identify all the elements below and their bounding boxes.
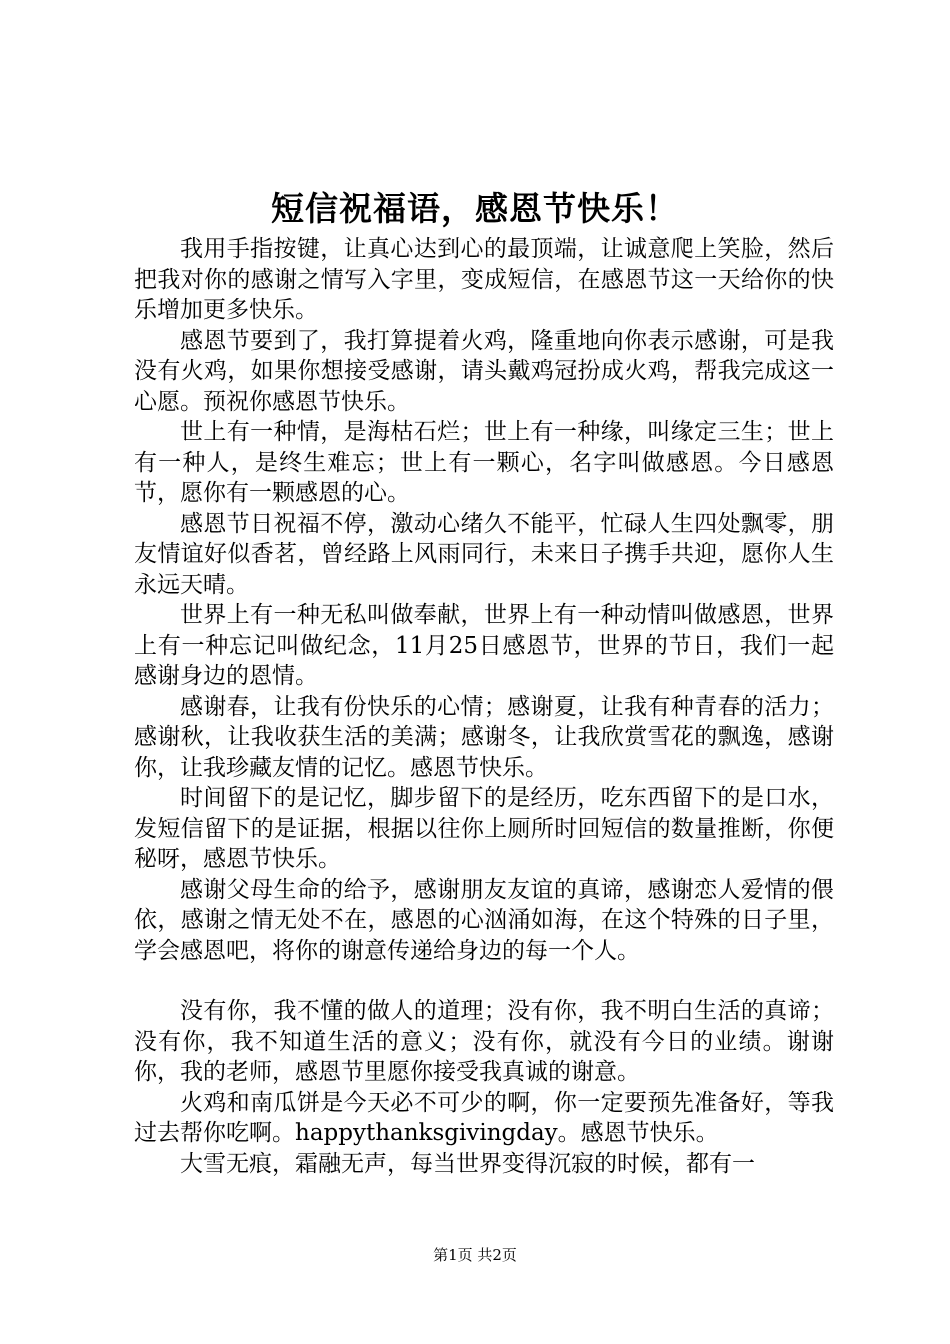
paragraph: 时间留下的是记忆，脚步留下的是经历，吃东西留下的是口水，发短信留下的是证据，根据以往你上厕所时回短信的数量推断，你便秘呀，感恩节快乐。 bbox=[134, 785, 834, 872]
paragraph: 火鸡和南瓜饼是今天必不可少的啊，你一定要预先准备好，等我过去帮你吃啊。happythanksgivingday。感恩节快乐。 bbox=[134, 1089, 834, 1146]
page-number-footer: 第1页 共2页 bbox=[433, 1246, 517, 1264]
paragraph: 世界上有一种无私叫做奉献，世界上有一种动情叫做感恩，世界上有一种忘记叫做纪念，11月25日感恩节，世界的节日，我们一起感谢身边的恩情。 bbox=[134, 602, 834, 689]
document-title: 短信祝福语，感恩节快乐！ bbox=[271, 189, 679, 228]
document-body bbox=[134, 234, 834, 1179]
paragraph: 世上有一种情，是海枯石烂；世上有一种缘，叫缘定三生；世上有一种人，是终生难忘；世上有一颗心，名字叫做感恩。今日感恩节，愿你有一颗感恩的心。 bbox=[134, 419, 834, 506]
paragraph: 感恩节日祝福不停，激动心绪久不能平，忙碌人生四处飘零，朋友情谊好似香茗，曾经路上风雨同行，未来日子携手共迎，愿你人生永远天晴。 bbox=[134, 510, 834, 598]
paragraph: 大雪无痕，霜融无声，每当世界变得沉寂的时候，都有一 bbox=[180, 1150, 755, 1177]
paragraph: 我用手指按键，让真心达到心的最顶端，让诚意爬上笑脸，然后把我对你的感谢之情写入字里，变成短信，在感恩节这一天给你的快乐增加更多快乐。 bbox=[134, 236, 834, 323]
paragraph: 感谢春，让我有份快乐的心情；感谢夏，让我有种青春的活力；感谢秋，让我收获生活的美满；感谢冬，让我欣赏雪花的飘逸，感谢你，让我珍藏友情的记忆。感恩节快乐。 bbox=[134, 693, 834, 781]
paragraph: 感谢父母生命的给予，感谢朋友友谊的真谛，感谢恋人爱情的偎依，感谢之情无处不在，感恩的心汹涌如海，在这个特殊的日子里，学会感恩吧，将你的谢意传递给身边的每一个人。 bbox=[134, 876, 834, 964]
paragraph: 没有你，我不懂的做人的道理；没有你，我不明白生活的真谛；没有你，我不知道生活的意义；没有你，就没有今日的业绩。谢谢你，我的老师，感恩节里愿你接受我真诚的谢意。 bbox=[134, 998, 834, 1085]
paragraph: 感恩节要到了，我打算提着火鸡，隆重地向你表示感谢，可是我没有火鸡，如果你想接受感谢，请头戴鸡冠扮成火鸡，帮我完成这一心愿。预祝你感恩节快乐。 bbox=[134, 327, 834, 415]
